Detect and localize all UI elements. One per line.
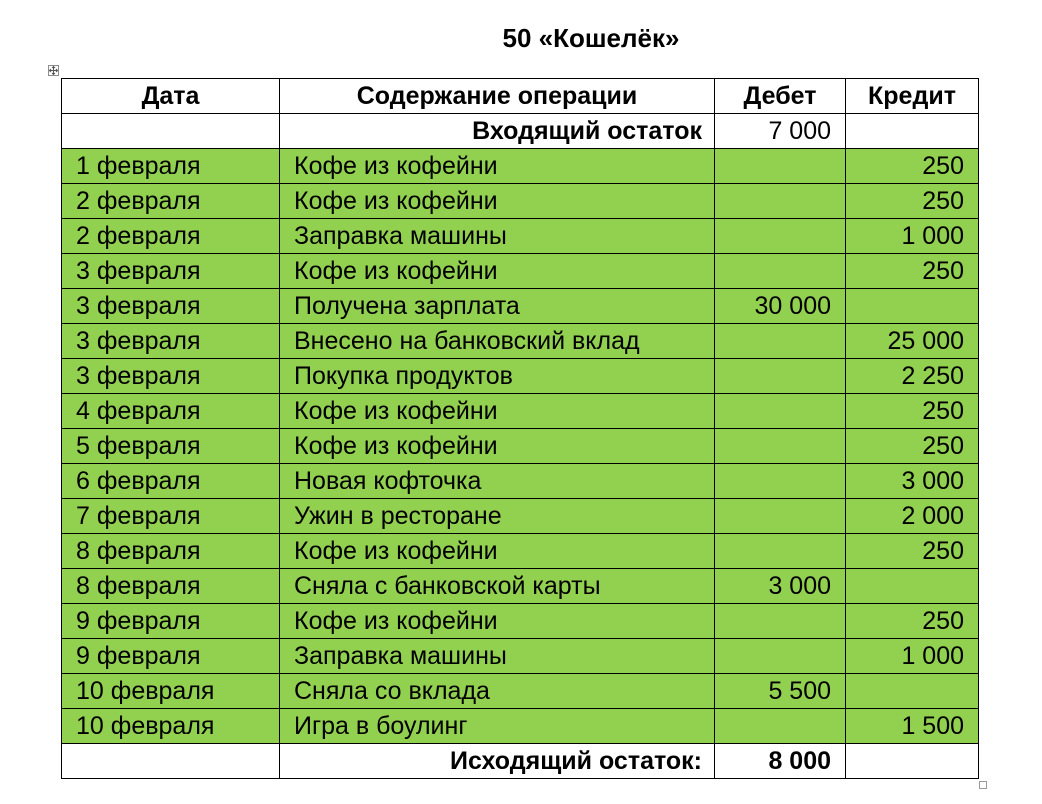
row-debit — [715, 324, 846, 359]
row-description: Кофе из кофейни — [280, 394, 715, 429]
header-credit: Кредит — [846, 79, 979, 114]
row-credit — [846, 569, 979, 604]
table-row — [62, 709, 979, 744]
row-description: Покупка продуктов — [280, 359, 715, 394]
header-debit: Дебет — [715, 79, 846, 114]
header-description: Содержание операции — [280, 79, 715, 114]
table-row — [62, 429, 979, 464]
row-date: 8 февраля — [62, 569, 280, 604]
row-date: 2 февраля — [62, 219, 280, 254]
closing-balance-date-cell — [62, 744, 280, 779]
opening-balance-credit — [846, 114, 979, 149]
row-credit: 250 — [846, 149, 979, 184]
row-date: 3 февраля — [62, 359, 280, 394]
row-credit — [846, 674, 979, 709]
row-debit: 5 500 — [715, 674, 846, 709]
row-description: Сняла с банковской карты — [280, 569, 715, 604]
row-date: 3 февраля — [62, 254, 280, 289]
move-arrows-icon — [49, 66, 58, 75]
closing-balance-row — [62, 744, 979, 779]
closing-balance-credit — [846, 744, 979, 779]
resize-square-icon[interactable] — [979, 781, 987, 789]
row-credit: 250 — [846, 604, 979, 639]
row-date: 10 февраля — [62, 674, 280, 709]
row-description: Заправка машины — [280, 639, 715, 674]
closing-balance-debit: 8 000 — [715, 744, 846, 779]
row-date: 4 февраля — [62, 394, 280, 429]
table-row — [62, 464, 979, 499]
row-date: 1 февраля — [62, 149, 280, 184]
row-credit: 250 — [846, 534, 979, 569]
table-row — [62, 219, 979, 254]
row-debit — [715, 394, 846, 429]
opening-balance-debit: 7 000 — [715, 114, 846, 149]
row-credit: 2 000 — [846, 499, 979, 534]
row-debit — [715, 499, 846, 534]
row-description: Кофе из кофейни — [280, 604, 715, 639]
row-date: 9 февраля — [62, 604, 280, 639]
table-move-handle[interactable] — [48, 65, 59, 76]
row-credit: 1 000 — [846, 219, 979, 254]
row-debit — [715, 149, 846, 184]
table-row — [62, 534, 979, 569]
row-description: Кофе из кофейни — [280, 429, 715, 464]
row-credit: 1 000 — [846, 639, 979, 674]
row-description: Сняла со вклада — [280, 674, 715, 709]
row-description: Кофе из кофейни — [280, 149, 715, 184]
row-description: Кофе из кофейни — [280, 254, 715, 289]
row-date: 3 февраля — [62, 324, 280, 359]
header-date: Дата — [62, 79, 280, 114]
opening-balance-label: Входящий остаток — [280, 114, 715, 149]
row-description: Заправка машины — [280, 219, 715, 254]
opening-balance-row — [62, 114, 979, 149]
row-debit — [715, 604, 846, 639]
row-debit — [715, 709, 846, 744]
row-debit — [715, 184, 846, 219]
row-debit — [715, 464, 846, 499]
closing-balance-label: Исходящий остаток: — [280, 744, 715, 779]
row-credit: 3 000 — [846, 464, 979, 499]
table-row — [62, 289, 979, 324]
wallet-ledger-table — [61, 78, 979, 779]
row-debit — [715, 429, 846, 464]
row-date: 6 февраля — [62, 464, 280, 499]
row-description: Кофе из кофейни — [280, 184, 715, 219]
row-debit — [715, 254, 846, 289]
row-credit: 1 500 — [846, 709, 979, 744]
row-date: 7 февраля — [62, 499, 280, 534]
row-credit: 250 — [846, 429, 979, 464]
table-row — [62, 149, 979, 184]
row-date: 5 февраля — [62, 429, 280, 464]
row-credit: 250 — [846, 184, 979, 219]
table-row — [62, 359, 979, 394]
row-debit — [715, 219, 846, 254]
table-row — [62, 394, 979, 429]
row-debit — [715, 639, 846, 674]
table-row — [62, 639, 979, 674]
row-description: Ужин в ресторане — [280, 499, 715, 534]
row-credit: 2 250 — [846, 359, 979, 394]
row-debit: 3 000 — [715, 569, 846, 604]
table-row — [62, 499, 979, 534]
row-description: Новая кофточка — [280, 464, 715, 499]
header-row — [62, 79, 979, 114]
row-date: 9 февраля — [62, 639, 280, 674]
row-date: 10 февраля — [62, 709, 280, 744]
row-description: Получена зарплата — [280, 289, 715, 324]
row-date: 3 февраля — [62, 289, 280, 324]
row-debit — [715, 534, 846, 569]
row-debit: 30 000 — [715, 289, 846, 324]
table-row — [62, 254, 979, 289]
table-row — [62, 604, 979, 639]
table-row — [62, 674, 979, 709]
table-row — [62, 569, 979, 604]
row-credit — [846, 289, 979, 324]
row-date: 8 февраля — [62, 534, 280, 569]
row-debit — [715, 359, 846, 394]
row-date: 2 февраля — [62, 184, 280, 219]
row-description: Кофе из кофейни — [280, 534, 715, 569]
row-credit: 25 000 — [846, 324, 979, 359]
row-credit: 250 — [846, 254, 979, 289]
row-credit: 250 — [846, 394, 979, 429]
row-description: Внесено на банковский вклад — [280, 324, 715, 359]
table-row — [62, 324, 979, 359]
row-description: Игра в боулинг — [280, 709, 715, 744]
opening-balance-date-cell — [62, 114, 280, 149]
document-title: 50 «Кошелёк» — [502, 23, 680, 53]
table-row — [62, 184, 979, 219]
